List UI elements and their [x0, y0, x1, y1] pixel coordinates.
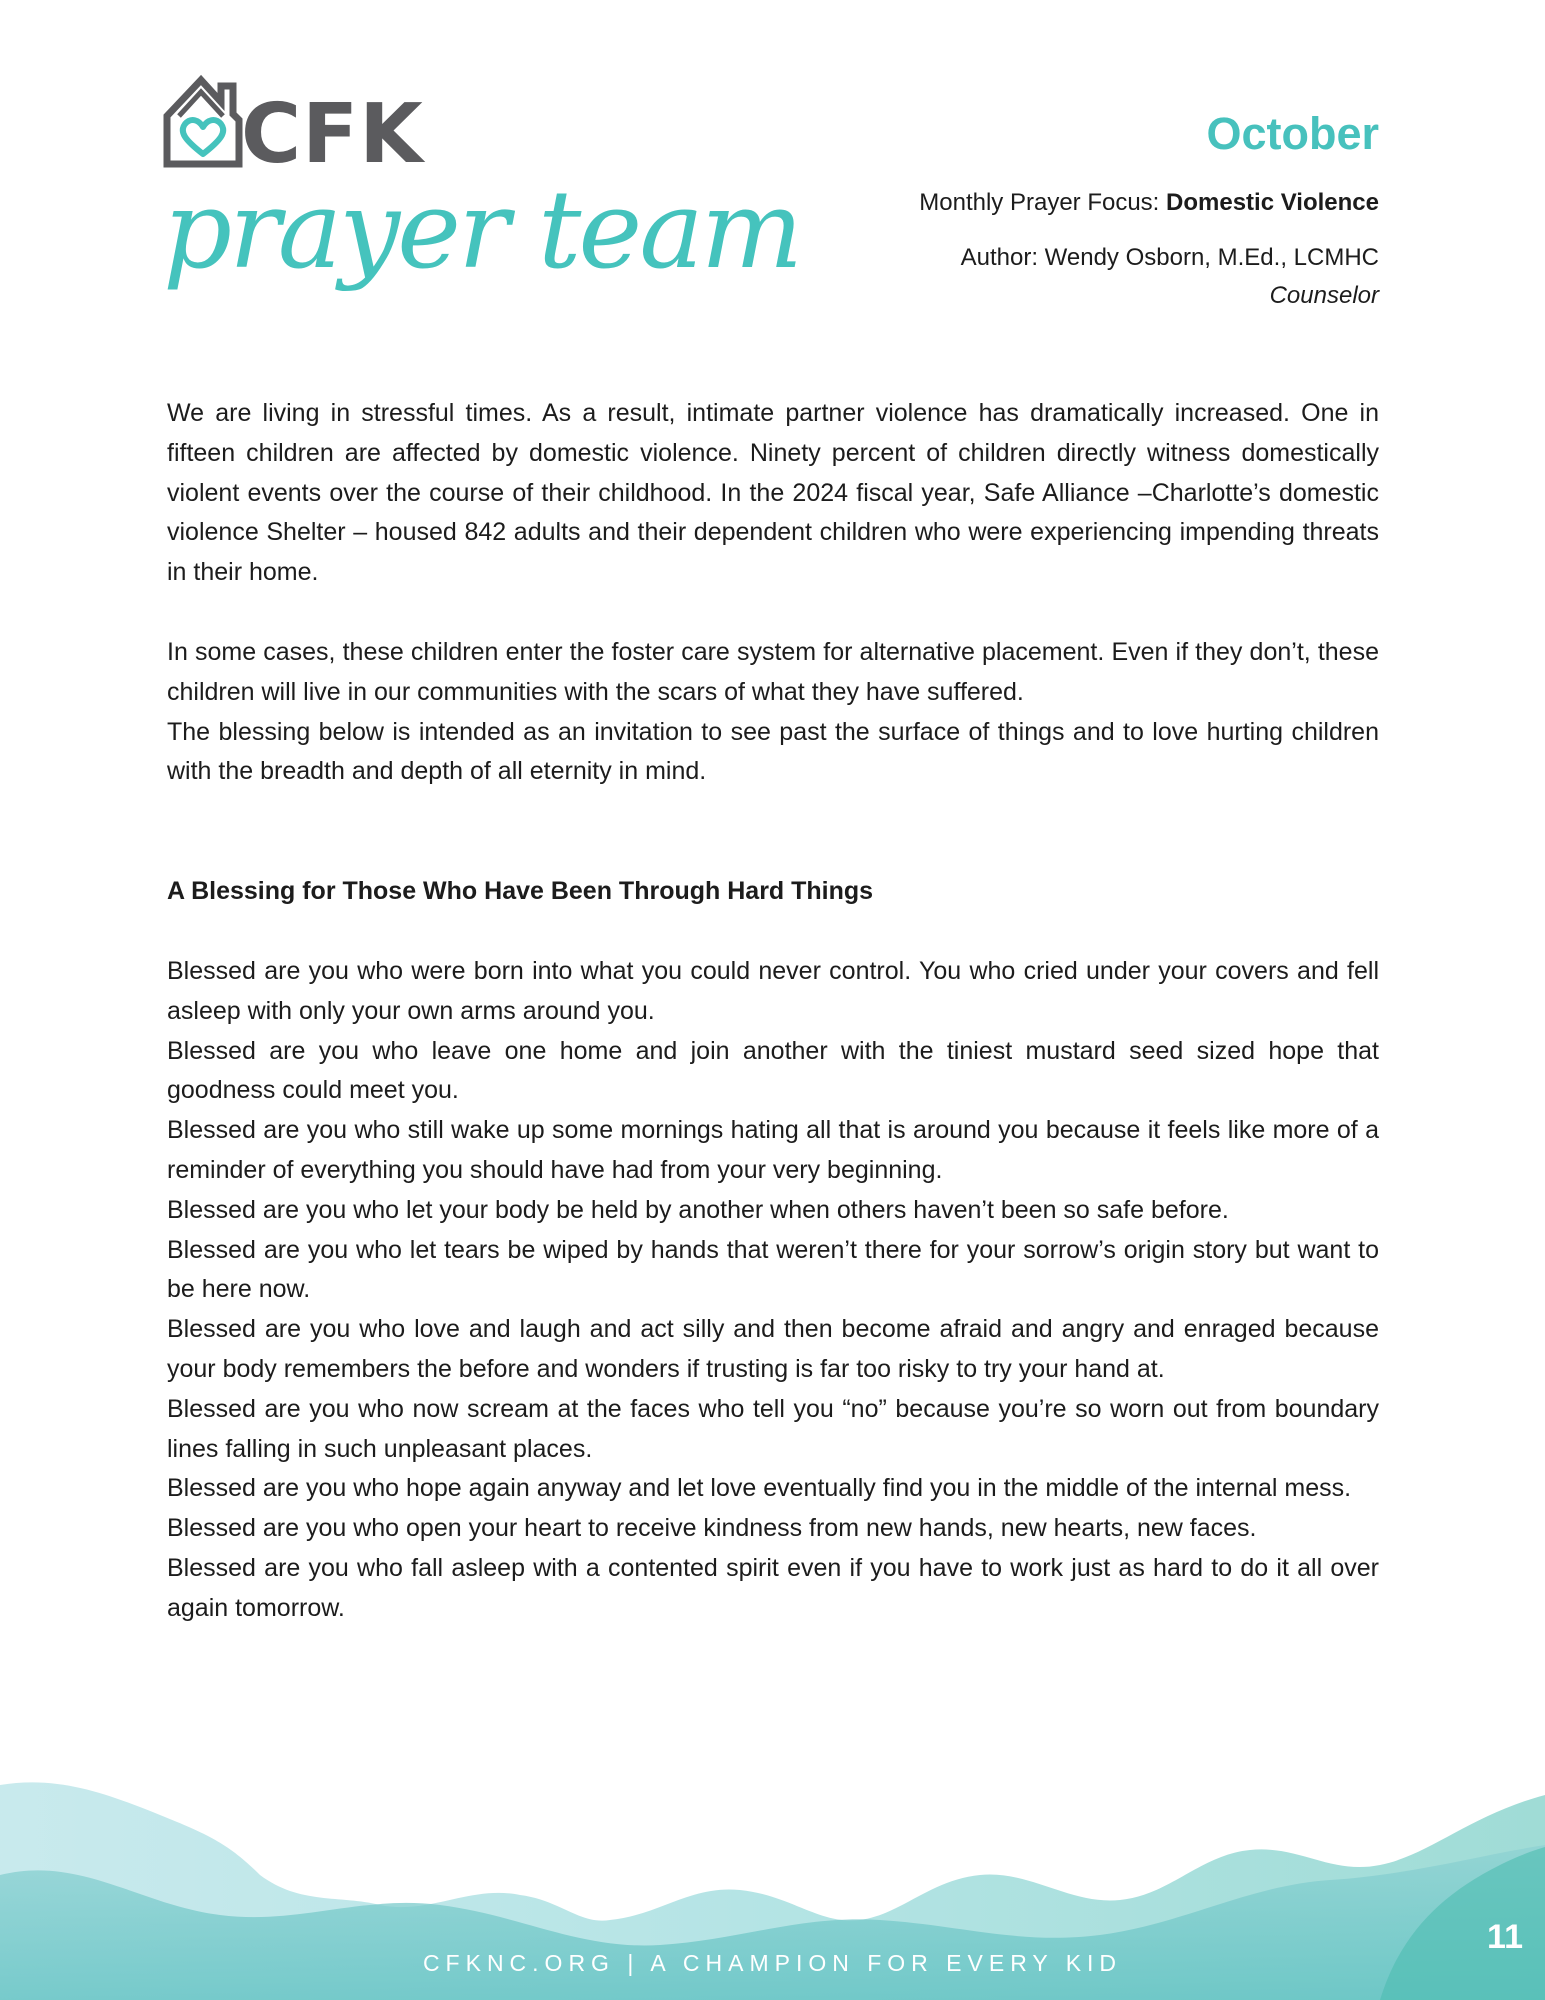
blessing-title: A Blessing for Those Who Have Been Through Hard Things — [167, 877, 874, 906]
blessing-text — [167, 952, 1379, 1629]
author-role: Counselor — [1269, 282, 1379, 309]
blessing-line: Blessed are you who fall asleep with a contented spirit even if you have to work just as hard to do it all over again tomorrow. — [167, 1553, 1379, 1622]
blessing-line: Blessed are you who open your heart to receive kindness from new hands, new hearts, new faces. — [167, 1514, 1257, 1543]
intro-paragraph-3: The blessing below is intended as an invitation to see past the surface of things and to love hurting children with the breadth and depth of all eternity in mind. — [167, 717, 1379, 786]
cfk-prayer-team-logo — [163, 72, 801, 302]
blessing-line: Blessed are you who still wake up some mornings hating all that is around you because it feels like more of a reminder of everything you should have had from your very beginning. — [167, 1116, 1379, 1184]
prayer-focus-topic: Domestic Violence — [1166, 189, 1379, 216]
logo-script-text: prayer team — [163, 168, 801, 293]
blessing-line: Blessed are you who love and laugh and act silly and then become afraid and angry and enraged because your body remembers the before and wonders if trusting is far too risky to try your hand at. — [167, 1315, 1379, 1383]
header-info — [819, 105, 1379, 315]
article-body — [167, 394, 1379, 1629]
month-title: October — [1206, 108, 1379, 159]
author-line: Author: Wendy Osborn, M.Ed., LCMHC — [960, 244, 1379, 271]
intro-paragraph-2: In some cases, these children enter the foster care system for alternative placement. Even if they don’t, these children will live in our communities with the scars of what they have suffered. — [167, 637, 1379, 706]
blessing-line: Blessed are you who leave one home and join another with the tiniest mustard seed sized hope that goodness could meet you. — [167, 1036, 1379, 1105]
prayer-focus — [819, 183, 1379, 223]
blessing-line: Blessed are you who hope again anyway and let love eventually find you in the middle of the internal mess. — [167, 1474, 1352, 1503]
prayer-focus-label: Monthly Prayer Focus: — [919, 189, 1167, 216]
footer-tagline: CFKNC.ORG | A CHAMPION FOR EVERY KID — [422, 1950, 1123, 1976]
logo-brand-text: CFK — [241, 87, 424, 182]
page-number: 11 — [1487, 1918, 1523, 1956]
blessing-line: Blessed are you who were born into what you could never control. You who cried under your covers and fell asleep with only your own arms around you. — [167, 956, 1379, 1025]
blessing-line: Blessed are you who let your body be held by another when others haven’t been so safe before. — [167, 1195, 1229, 1224]
house-heart-icon — [163, 72, 253, 172]
blessing-line: Blessed are you who now scream at the faces who tell you “no” because you’re so worn out from boundary lines falling in such unpleasant places. — [167, 1394, 1379, 1463]
blessing-line: Blessed are you who let tears be wiped by hands that weren’t there for your sorrow’s origin story but want to be here now. — [167, 1235, 1379, 1304]
intro-paragraph-1: We are living in stressful times. As a result, intimate partner violence has dramatically increased. One in fifteen children are affected by domestic violence. Ninety percent of children directly witness domestically violent events over the course of their childhood. In the 2024 fiscal year, Safe Alliance –Charlotte’s domestic violence Shelter – housed 842 adults and their dependent children who were experiencing impending threats in their home. — [167, 399, 1379, 587]
